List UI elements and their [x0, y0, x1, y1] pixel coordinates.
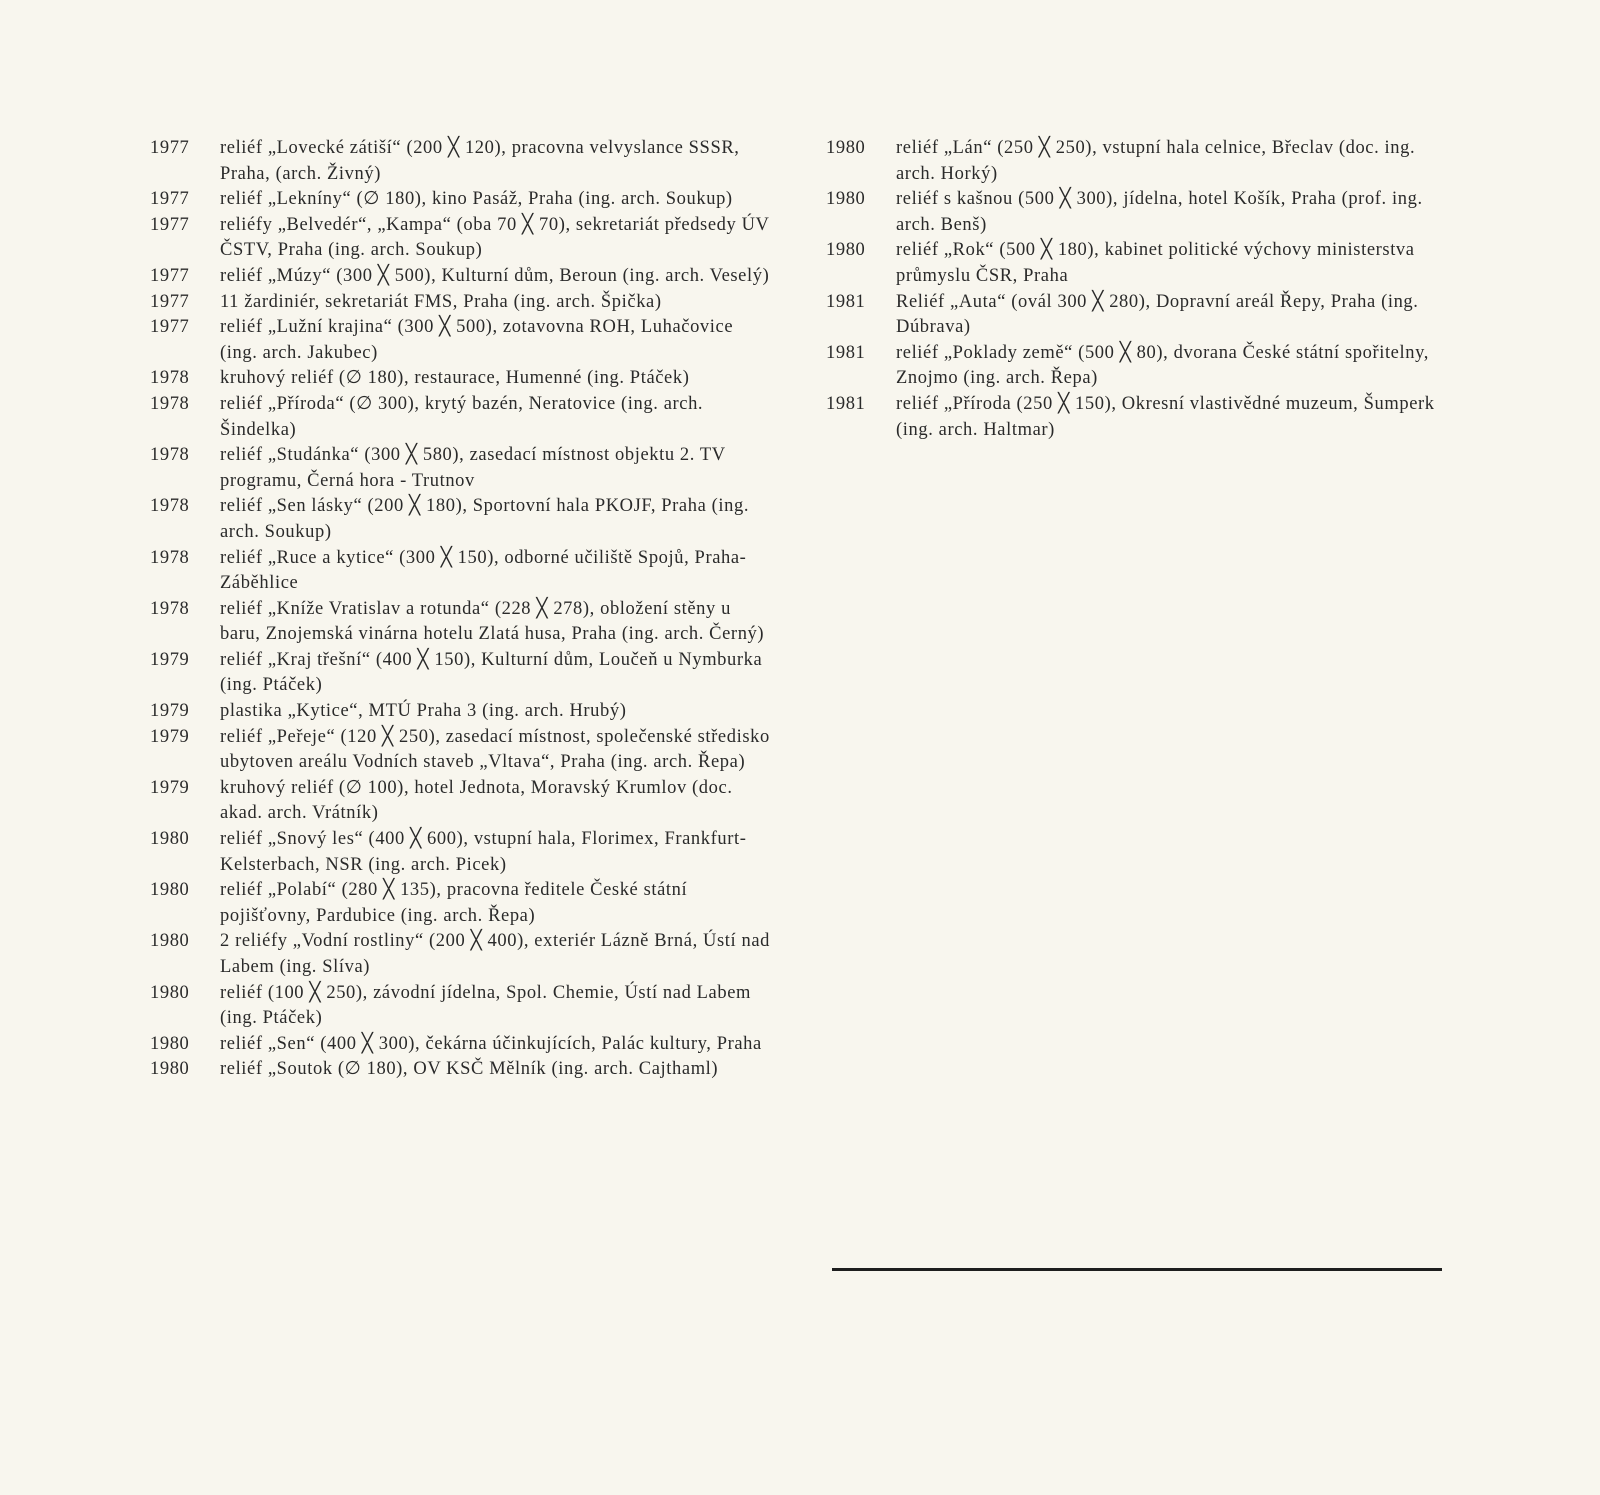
entry-year: 1977	[150, 189, 190, 210]
entry-year: 1977	[150, 317, 190, 338]
entry-text: reliéf „Poklady země“ (500 ╳ 80), dvorana České státní spořitelny, Znojmo (ing. arch. Řepa)	[896, 342, 1429, 389]
entry-text: reliéf „Soutok (∅ 180), OV KSČ Mělník (ing. arch. Cajthaml)	[220, 1059, 719, 1080]
entry-text: reliéf „Lužní krajina“ (300 ╳ 500), zotavovna ROH, Luhačovice (ing. arch. Jakubec)	[220, 317, 734, 363]
entry-text: reliéf „Rok“ (500 ╳ 180), kabinet politické výchovy ministerstva průmyslu ČSR, Praha	[896, 240, 1415, 286]
entry-year: 1979	[150, 726, 190, 747]
entry-text: reliéf (100 ╳ 250), závodní jídelna, Spol. Chemie, Ústí nad Labem (ing. Ptáček)	[220, 982, 752, 1029]
list-item	[150, 315, 770, 366]
closing-rule	[832, 1268, 1442, 1271]
list-item	[150, 290, 770, 316]
list-item	[150, 366, 770, 392]
list-item	[150, 213, 770, 264]
list-item	[150, 981, 770, 1032]
list-item	[826, 341, 1446, 392]
entry-year: 1979	[150, 649, 190, 670]
entry-text: kruhový reliéf (∅ 100), hotel Jednota, Moravský Krumlov (doc. akad. arch. Vrátník)	[220, 777, 733, 824]
list-item	[150, 776, 770, 827]
list-item	[826, 136, 1446, 187]
entry-year: 1979	[150, 701, 190, 722]
entry-year: 1977	[150, 138, 190, 158]
entry-text: reliéf „Lekníny“ (∅ 180), kino Pasáž, Praha (ing. arch. Soukup)	[220, 189, 733, 210]
entry-text: reliéf „Peřeje“ (120 ╳ 250), zasedací místnost, společenské středisko ubytoven areálu Vodních staveb „Vltava“, Praha (ing. arch. Řepa)	[220, 726, 770, 773]
entry-year: 1980	[150, 931, 190, 952]
entry-text: reliéf „Studánka“ (300 ╳ 580), zasedací místnost objektu 2. TV programu, Černá hora - Trutnov	[220, 445, 726, 491]
list-item	[150, 1057, 770, 1083]
entry-year: 1981	[826, 393, 866, 414]
entry-year: 1980	[150, 1033, 190, 1054]
entry-year: 1980	[150, 1059, 190, 1080]
list-item	[150, 827, 770, 878]
entry-text: plastika „Kytice“, MTÚ Praha 3 (ing. arch. Hrubý)	[220, 701, 627, 722]
right-column	[826, 136, 1446, 443]
entry-year: 1979	[150, 777, 190, 798]
entry-text: reliéf s kašnou (500 ╳ 300), jídelna, hotel Košík, Praha (prof. ing. arch. Benš)	[896, 189, 1423, 235]
entry-text: reliéf „Snový les“ (400 ╳ 600), vstupní hala, Florimex, Frankfurt-Kelsterbach, NSR (ing. arch. Picek)	[220, 829, 747, 875]
entry-text: kruhový reliéf (∅ 180), restaurace, Humenné (ing. Ptáček)	[220, 368, 690, 389]
entry-year: 1980	[150, 880, 190, 901]
entry-year: 1977	[150, 291, 190, 312]
list-item	[150, 1032, 770, 1058]
list-item	[150, 187, 770, 213]
list-item	[150, 443, 770, 494]
list-item	[150, 878, 770, 929]
entry-text: reliéf „Polabí“ (280 ╳ 135), pracovna ředitele České státní pojišťovny, Pardubice (ing. arch. Řepa)	[220, 880, 688, 926]
list-item	[150, 494, 770, 545]
entry-year: 1978	[150, 496, 190, 517]
entry-text: reliéfy „Belvedér“, „Kampa“ (oba 70 ╳ 70), sekretariát předsedy ÚV ČSTV, Praha (ing. arch. Soukup)	[220, 214, 770, 261]
list-item	[826, 290, 1446, 341]
entry-year: 1977	[150, 265, 190, 286]
list-item	[150, 699, 770, 725]
entry-text: reliéf „Múzy“ (300 ╳ 500), Kulturní dům, Beroun (ing. arch. Veselý)	[220, 265, 770, 286]
entry-text: reliéf „Kraj třešní“ (400 ╳ 150), Kulturní dům, Loučeň u Nymburka (ing. Ptáček)	[220, 649, 763, 696]
entry-year: 1981	[826, 342, 866, 363]
list-item	[150, 264, 770, 290]
list-item	[826, 187, 1446, 238]
entry-text: 11 žardiniér, sekretariát FMS, Praha (ing. arch. Špička)	[220, 291, 662, 312]
entry-year: 1978	[150, 445, 190, 466]
entry-text: Reliéf „Auta“ (ovál 300 ╳ 280), Dopravní areál Řepy, Praha (ing. Dúbrava)	[896, 291, 1419, 338]
list-item	[150, 136, 770, 187]
list-item	[150, 392, 770, 443]
entry-text: reliéf „Sen“ (400 ╳ 300), čekárna účinkujících, Palác kultury, Praha	[220, 1033, 762, 1054]
entry-text: reliéf „Lán“ (250 ╳ 250), vstupní hala celnice, Břeclav (doc. ing. arch. Horký)	[896, 138, 1416, 184]
list-item	[150, 597, 770, 648]
left-column	[150, 136, 770, 1083]
entry-year: 1981	[826, 291, 866, 312]
entry-year: 1980	[826, 138, 866, 158]
list-item	[826, 392, 1446, 443]
list-item	[826, 238, 1446, 289]
entry-year: 1980	[150, 982, 190, 1003]
entry-year: 1980	[826, 189, 866, 210]
list-item	[150, 546, 770, 597]
entry-text: reliéf „Lovecké zátiší“ (200 ╳ 120), pracovna velvyslance SSSR, Praha, (arch. Živný)	[220, 138, 740, 184]
entry-year: 1977	[150, 214, 190, 235]
entry-year: 1978	[150, 598, 190, 619]
entry-text: reliéf „Kníže Vratislav a rotunda“ (228 ╳ 278), obložení stěny u baru, Znojemská vinárna hotelu Zlatá husa, Praha (ing. arch. Černý)	[220, 598, 765, 645]
entry-year: 1978	[150, 368, 190, 389]
list-item	[150, 725, 770, 776]
entry-year: 1978	[150, 547, 190, 568]
entry-year: 1980	[150, 829, 190, 850]
entry-year: 1978	[150, 393, 190, 414]
entry-text: reliéf „Sen lásky“ (200 ╳ 180), Sportovní hala PKOJF, Praha (ing. arch. Soukup)	[220, 496, 750, 542]
entry-text: reliéf „Příroda (250 ╳ 150), Okresní vlastivědné muzeum, Šumperk (ing. arch. Haltmar)	[896, 393, 1435, 440]
entry-year: 1980	[826, 240, 866, 261]
entry-text: reliéf „Ruce a kytice“ (300 ╳ 150), odborné učiliště Spojů, Praha-Záběhlice	[220, 547, 747, 594]
entry-text: reliéf „Příroda“ (∅ 300), krytý bazén, Neratovice (ing. arch. Šindelka)	[220, 393, 704, 440]
list-item	[150, 648, 770, 699]
entry-text: 2 reliéfy „Vodní rostliny“ (200 ╳ 400), exteriér Lázně Brná, Ústí nad Labem (ing. Slíva)	[220, 931, 771, 977]
list-item	[150, 929, 770, 980]
